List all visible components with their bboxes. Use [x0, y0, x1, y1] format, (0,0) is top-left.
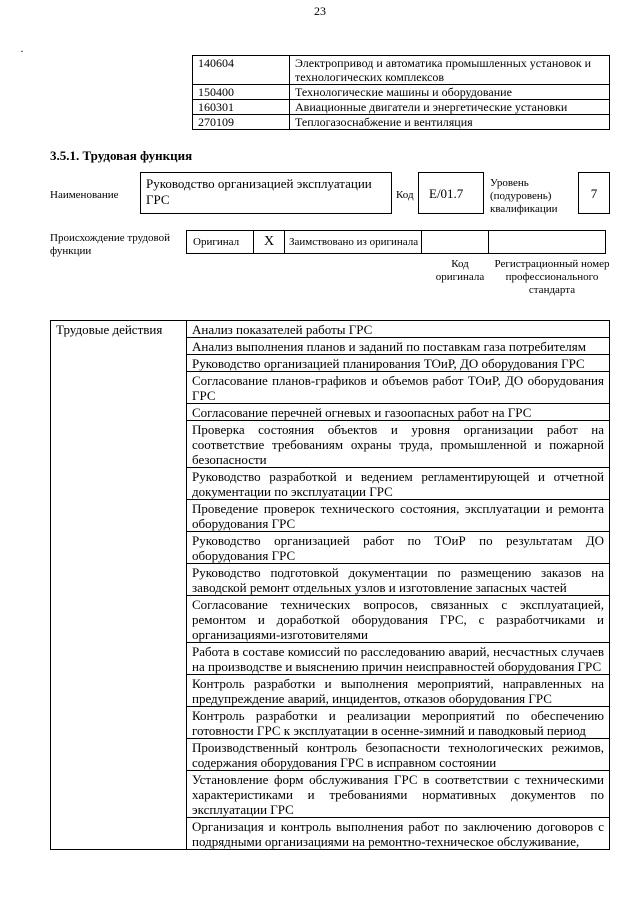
original-mark: X — [254, 231, 285, 254]
specialty-name: Авиационные двигатели и энергетические установки — [290, 100, 610, 115]
code-original-label: Код оригинала — [435, 258, 485, 283]
specialty-codes-table — [192, 55, 610, 130]
borrowed-label: Заимствовано из оригинала — [285, 231, 422, 254]
labor-action-item: Контроль разработки и выполнения мероприятий, направленных на предупреждение аварий, инцидентов, отказов оборудования ГРС — [187, 675, 610, 707]
reg-number-label: Регистрационный номер профессионального стандарта — [494, 258, 610, 296]
specialty-code: 150400 — [193, 85, 290, 100]
function-name-value: Руководство организацией эксплуатации ГРС — [140, 172, 392, 214]
labor-action-item: Организация и контроль выполнения работ по заключению договоров с подрядными организациями на ремонтно-техническое обслуживание, — [187, 818, 610, 850]
code-label: Код — [396, 189, 414, 201]
labor-action-item: Установление форм обслуживания ГРС в соответствии с техническими характеристиками и требованиями нормативных документов по эксплуатации ГРС — [187, 771, 610, 818]
reg-number-cell — [489, 231, 606, 254]
specialty-row — [193, 115, 610, 130]
specialty-name: Технологические машины и оборудование — [290, 85, 610, 100]
specialty-code: 160301 — [193, 100, 290, 115]
labor-action-item: Работа в составе комиссий по расследованию аварий, несчастных случаев на производстве и выяснению причин неисправностей оборудования ГРС — [187, 643, 610, 675]
labor-action-item: Руководство организацией планирования ТОиР, ДО оборудования ГРС — [187, 355, 610, 372]
labor-action-item: Руководство подготовкой документации по размещению заказов на заводской ремонт отдельных узлов и изготовление запасных частей — [187, 564, 610, 596]
page-number: 23 — [314, 4, 326, 18]
qualification-level-label: Уровень (подуровень) квалификации — [490, 177, 558, 215]
labor-action-item: Анализ показателей работы ГРС — [187, 321, 610, 338]
labor-actions-table — [50, 320, 610, 850]
specialty-name: Теплогазоснабжение и вентиляция — [290, 115, 610, 130]
labor-action-item: Производственный контроль безопасности технологических режимов, содержания оборудования ГРС в исправном состоянии — [187, 739, 610, 771]
labor-action-item: Согласование перечней огневых и газоопасных работ на ГРС — [187, 404, 610, 421]
labor-action-item: Руководство организацией работ по ТОиР по результатам ДО оборудования ГРС — [187, 532, 610, 564]
function-code-value: E/01.7 — [418, 172, 484, 214]
labor-action-item: Контроль разработки и реализации мероприятий по обеспечению готовности ГРС к эксплуатации в осенне-зимний и паводковый период — [187, 707, 610, 739]
margin-mark: · — [20, 44, 24, 58]
specialty-row — [193, 56, 610, 85]
labor-action-item: Руководство разработкой и ведением регламентирующей и отчетной документации по эксплуатации ГРС — [187, 468, 610, 500]
specialty-name: Электропривод и автоматика промышленных установок и технологических комплексов — [290, 56, 610, 85]
labor-action-item: Анализ выполнения планов и заданий по поставкам газа потребителям — [187, 338, 610, 355]
name-label: Наименование — [50, 189, 119, 201]
specialty-code: 270109 — [193, 115, 290, 130]
labor-action-item: Проверка состояния объектов и уровня организации работ на соответствие требованиям охраны труда, промышленной и пожарной безопасности — [187, 421, 610, 468]
labor-action-item: Согласование планов-графиков и объемов работ ТОиР, ДО оборудования ГРС — [187, 372, 610, 404]
section-title: 3.5.1. Трудовая функция — [50, 148, 193, 163]
labor-action-item: Проведение проверок технического состояния, эксплуатации и ремонта оборудования ГРС — [187, 500, 610, 532]
origin-table — [186, 230, 606, 254]
code-original-cell — [422, 231, 489, 254]
labor-action-item: Согласование технических вопросов, связанных с эксплуатацией, ремонтом и доработкой оборудования ГРС, с разработчиками и организациями-изготовителями — [187, 596, 610, 643]
labor-action-row — [51, 321, 610, 338]
specialty-row — [193, 100, 610, 115]
origin-label: Происхождение трудовой функции — [50, 232, 171, 257]
specialty-code: 140604 — [193, 56, 290, 85]
labor-actions-header: Трудовые действия — [51, 321, 187, 850]
original-label: Оригинал — [187, 231, 254, 254]
specialty-row — [193, 85, 610, 100]
qualification-level-value: 7 — [578, 172, 610, 214]
